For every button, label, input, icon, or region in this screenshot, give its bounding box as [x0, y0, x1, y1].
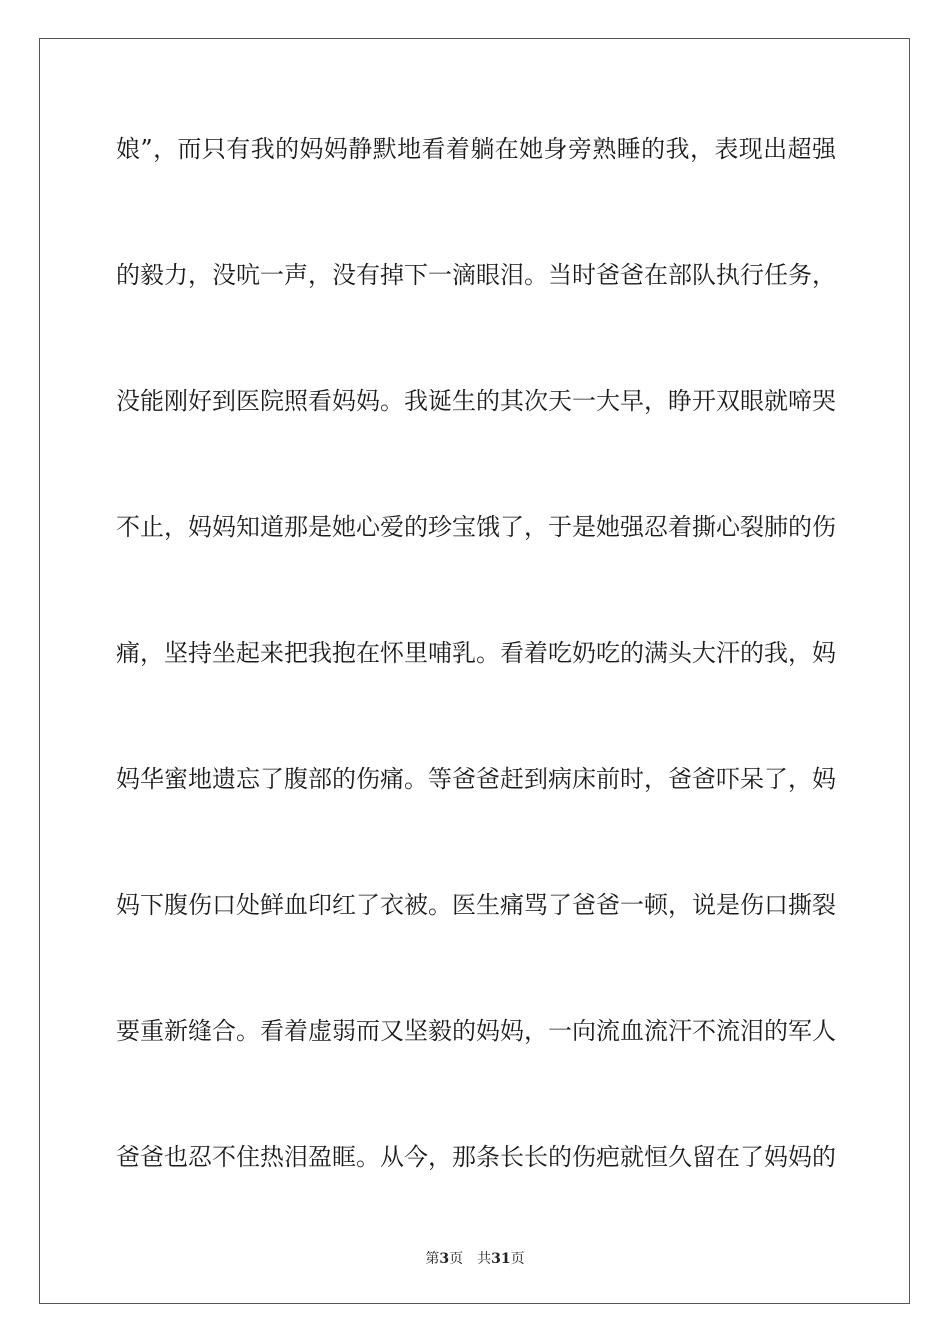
text-line: 不止，妈妈知道那是她心爱的珍宝饿了，于是她强忍着撕心裂肺的伤: [116, 513, 836, 541]
total-pages: 31: [491, 1251, 511, 1267]
text-line: 娘”，而只有我的妈妈静默地看着躺在她身旁熟睡的我，表现出超强: [116, 135, 836, 163]
text-line: 痛，坚持坐起来把我抱在怀里哺乳。看着吃奶吃的满头大汗的我，妈: [116, 639, 836, 667]
text-line: 没能刚好到医院照看妈妈。我诞生的其次天一大早，睁开双眼就啼哭: [116, 387, 836, 415]
total-prefix: 共: [477, 1251, 492, 1267]
text-line: 妈华蜜地遗忘了腹部的伤痛。等爸爸赶到病床前时，爸爸吓呆了，妈: [116, 765, 836, 793]
page-number: 3: [439, 1251, 450, 1267]
text-line: 的毅力，没吭一声，没有掉下一滴眼泪。当时爸爸在部队执行任务，: [116, 261, 836, 289]
page-footer: [0, 1248, 950, 1268]
total-suffix: 页: [510, 1251, 525, 1267]
text-line: 要重新缝合。看着虚弱而又坚毅的妈妈，一向流血流汗不流泪的军人: [116, 1017, 836, 1045]
text-line: 爸爸也忍不住热泪盈眶。从今，那条长长的伤疤就恒久留在了妈妈的: [116, 1143, 836, 1171]
document-body: [116, 126, 836, 1260]
page-suffix: 页: [449, 1251, 464, 1267]
text-line: 妈下腹伤口处鲜血印红了衣被。医生痛骂了爸爸一顿，说是伤口撕裂: [116, 891, 836, 919]
page-prefix: 第: [425, 1251, 440, 1267]
